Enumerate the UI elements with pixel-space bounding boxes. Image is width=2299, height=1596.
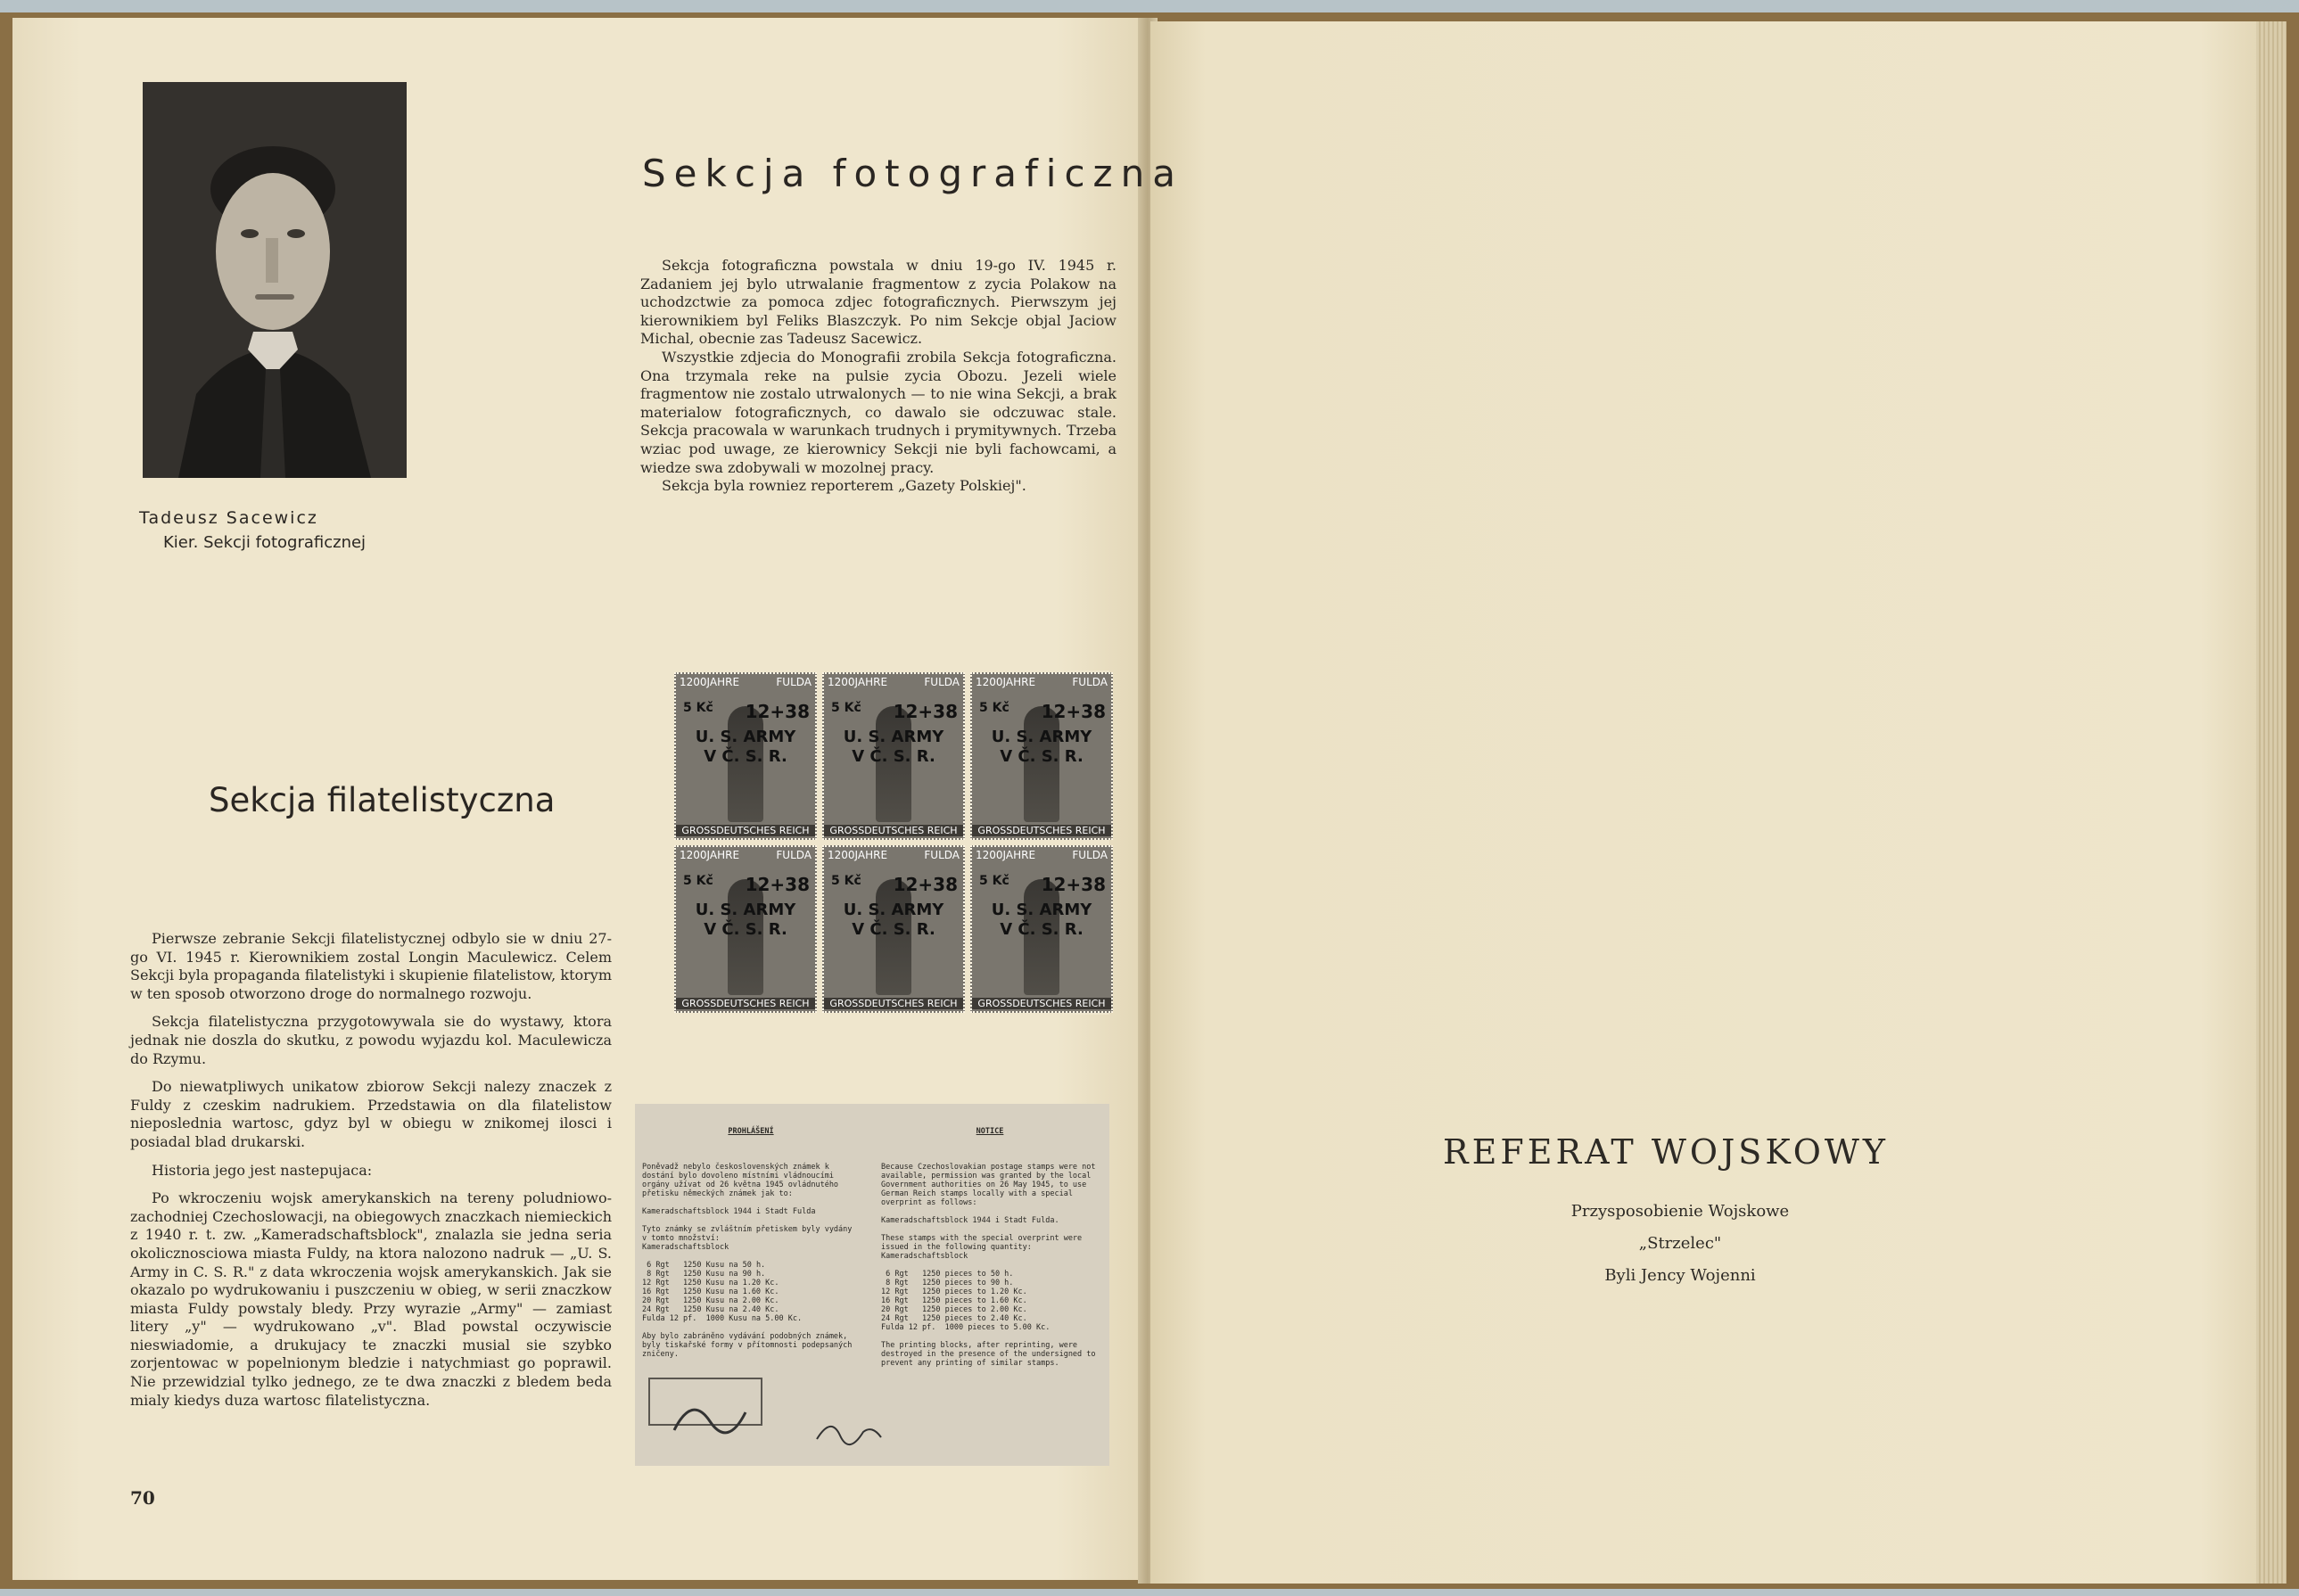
stamp-price: 5 Kč <box>979 701 1009 715</box>
stamp-denomination: 12+38 <box>745 874 810 895</box>
stamp-city-text: FULDA <box>1072 849 1108 861</box>
stamp-value <box>831 874 958 895</box>
notice-english-text: Because Czechoslovakian postage stamps were not available, permission was granted by the local Government authorities on 26 May 1945, to use German Reich stamps locally with a special overprint as follows: Kameradschaftsblock 1944 i Stadt Fulda. These stamps with the special overprint were issued in the following quantity: Kameradschaftsblock 6 Rgt 1250 pieces to 50 h. 8 Rgt 1250 pieces to 90 h. 12 Rgt 1250 pieces to 1.20 Kc. 16 Rgt 1250 pieces to 1.60 Kc. 20 Rgt 1250 pieces to 2.00 Kc. 24 Rgt 1250 pieces to 2.40 Kc. Fulda 12 pf. 1000 pieces to 5.00 Kc. The printing blocks, after reprinting, were destroyed in the presence of the undersigned to prevent any printing of similar stamps. <box>881 1163 1096 1368</box>
official-stamp-seal <box>647 1377 763 1441</box>
stamp-jubilee-text: 1200JAHRE <box>680 849 740 861</box>
stamp-jubilee-text: 1200JAHRE <box>976 676 1036 688</box>
stamp-overprint-line-2: V Č. S. R. <box>704 747 787 766</box>
stamp-denomination: 12+38 <box>1041 701 1106 722</box>
stamp-overprint <box>824 901 963 940</box>
fulda-stamp <box>674 845 817 1013</box>
stamp-overprint-line-2: V Č. S. R. <box>1000 747 1084 766</box>
stamp-header <box>972 676 1111 688</box>
foto-section-title: Sekcja fotograficzna <box>642 152 1183 195</box>
photo-caption-role: Kier. Sekcji fotograficznej <box>163 533 367 552</box>
fulda-stamp <box>970 845 1113 1013</box>
stamp-city-text: FULDA <box>924 676 960 688</box>
foto-paragraph-1: Sekcja fotograficzna powstala w dniu 19-go IV. 1945 r. Zadaniem jej bylo utrwalanie fragmentow z zycia Polakow na uchodzctwie za pomoca zdjec fotograficznych. Pierwszym jej kierownikiem byl Feliks Blaszczyk. Po nim Sekcje objal Jaciow Michal, obecnie zas Tadeusz Sacewicz. <box>640 257 1117 348</box>
portrait-illustration <box>143 82 407 478</box>
foto-paragraph-2: Wszystkie zdjecia do Monografii zrobila Sekcja fotograficzna. Ona trzymala reke na pulsie zycia Obozu. Jezeli wiele fragmentow nie zostalo utrwalonych — to nie wina Sekcji, a brak materialow fotograficznych, co dawalo sie odczuwac stale. Sekcja pracowala w warunkach trudnych i prymitywnych. Trzeba wziac pod uwage, ze kierownicy Sekcji nie byli fachowcami, a wiedze swa zdobywali w mozolnej pracy. <box>640 348 1117 476</box>
portrait-photo <box>143 82 407 478</box>
stamp-city-text: FULDA <box>1072 676 1108 688</box>
referat-item-3: Byli Jency Wojenni <box>1604 1266 1756 1285</box>
stamp-price: 5 Kč <box>831 874 861 888</box>
stamp-city-text: FULDA <box>776 676 812 688</box>
photo-caption-name: Tadeusz Sacewicz <box>139 508 318 528</box>
stamp-jubilee-text: 1200JAHRE <box>828 849 888 861</box>
fulda-stamp <box>822 845 965 1013</box>
stamp-denomination: 12+38 <box>1041 874 1106 895</box>
stamp-denomination: 12+38 <box>745 701 810 722</box>
stamp-sheet <box>671 670 1109 1015</box>
stamp-footer: GROSSDEUTSCHES REICH <box>824 998 963 1009</box>
stamp-city-text: FULDA <box>776 849 812 861</box>
stamp-header <box>972 849 1111 861</box>
referat-item-1: Przysposobienie Wojskowe <box>1570 1202 1790 1221</box>
stamp-overprint-line-1: U. S. ARMY <box>843 901 944 919</box>
referat-title: REFERAT WOJSKOWY <box>1443 1132 1889 1172</box>
fulda-stamp <box>674 672 817 840</box>
stamp-overprint-line-1: U. S. ARMY <box>843 728 944 746</box>
stamp-price: 5 Kč <box>683 874 713 888</box>
stamp-overprint-line-2: V Č. S. R. <box>852 920 935 939</box>
stamp-value <box>683 874 810 895</box>
stamp-price: 5 Kč <box>683 701 713 715</box>
stamp-header <box>824 676 963 688</box>
fil-paragraph-2: Sekcja filatelistyczna przygotowywala sie do wystawy, ktora jednak nie doszla do skutku, z powodu wyjazdu kol. Maculewicza do Rzymu. <box>130 1013 612 1067</box>
stamp-header <box>824 849 963 861</box>
foto-paragraph-3: Sekcja byla rowniez reporterem „Gazety Polskiej". <box>662 477 1026 495</box>
right-page <box>1150 21 2256 1584</box>
stamp-value <box>979 874 1106 895</box>
handwritten-signature <box>813 1412 885 1448</box>
stamp-price: 5 Kč <box>831 701 861 715</box>
notice-czech-column <box>642 1109 860 1377</box>
stamp-overprint-line-2: V Č. S. R. <box>852 747 935 766</box>
stamp-jubilee-text: 1200JAHRE <box>976 849 1036 861</box>
page-edges <box>2256 21 2287 1584</box>
stamp-footer: GROSSDEUTSCHES REICH <box>676 825 815 836</box>
fil-paragraph-1: Pierwsze zebranie Sekcji filatelistycznej odbylo sie w dniu 27-go VI. 1945 r. Kierownikiem zostal Longin Maculewicz. Celem Sekcji byla propaganda filatelistyki i skupienie filatelistow, ktorym w ten sposob otworzono droge do normalnego rozwoju. <box>130 930 612 1002</box>
notice-czech-text: Poněvadž nebylo československých známek k dostání bylo dovoleno místními vládnoucími orgány užívat od 26 května 1945 ovládnutého přetisku německých známek jak to: Kameradschaftsblock 1944 i Stadt Fulda Tyto známky se zvláštním přetiskem byly vydány v tomto množství: Kameradschaftsblock 6 Rgt 1250 Kusu na 50 h. 8 Rgt 1250 Kusu na 90 h. 12 Rgt 1250 Kusu na 1.20 Kc. 16 Rgt 1250 Kusu na 1.60 Kc. 20 Rgt 1250 Kusu na 2.00 Kc. 24 Rgt 1250 Kusu na 2.40 Kc. Fulda 12 pf. 1000 Kusu na 5.00 Kc. Aby bylo zabráněno vydávání podobných známek, byly tiskařské formy v přítomnosti podepsaných zničeny. <box>642 1163 853 1359</box>
stamp-overprint-line-1: U. S. ARMY <box>695 901 796 919</box>
fulda-stamp <box>822 672 965 840</box>
fil-paragraph-5: Po wkroczeniu wojsk amerykanskich na tereny poludniowo-zachodniej Czechoslowacji, na obiegowych znaczkach niemieckich z 1940 r. t. zw. „Kameradschaftsblock", znalazla sie jedna seria okolicznosciowa miasta Fuldy, na ktora nalozono nadruk — „U. S. Army in C. S. R." z data wkroczenia wojsk amerykanskich. Jak sie okazalo po wydrukowaniu i puszczeniu w obieg, w serii znaczkow miasta Fuldy powstaly bledy. Przy wyrazie „Army" — zamiast litery „y" — wydrukowano „v". Blad powstal oczywiscie nieswiadomie, a drukujacy te znaczki musial sie szybko zorjentowac w popelnionym bledzie i natychmiast go poprawil. Nie przewidzial tylko jednego, ze te dwa znaczki z bledem beda mialy kiedys duza wartosc filatelistyczna. <box>130 1189 612 1409</box>
stamp-overprint <box>824 728 963 767</box>
stamp-city-text: FULDA <box>924 849 960 861</box>
fil-paragraph-4: Historia jego jest nastepujaca: <box>152 1161 373 1179</box>
fil-section-title: Sekcja filatelistyczna <box>209 781 556 819</box>
stamp-footer: GROSSDEUTSCHES REICH <box>824 825 963 836</box>
notice-english-title: NOTICE <box>976 1127 1004 1136</box>
stamp-footer: GROSSDEUTSCHES REICH <box>676 998 815 1009</box>
notice-czech-title: PROHLÁŠENÍ <box>728 1127 774 1136</box>
stamp-header <box>676 676 815 688</box>
stamp-overprint <box>676 901 815 940</box>
overprint-notice-document <box>635 1104 1109 1466</box>
fil-section-text <box>130 930 612 1410</box>
stamp-header <box>676 849 815 861</box>
stamp-overprint-line-2: V Č. S. R. <box>1000 920 1084 939</box>
stamp-overprint-line-1: U. S. ARMY <box>991 728 1092 746</box>
fulda-stamp <box>970 672 1113 840</box>
stamp-overprint <box>972 901 1111 940</box>
stamp-footer: GROSSDEUTSCHES REICH <box>972 825 1111 836</box>
stamp-price: 5 Kč <box>979 874 1009 888</box>
stamp-overprint-line-2: V Č. S. R. <box>704 920 787 939</box>
page-number: 70 <box>130 1487 155 1509</box>
stamp-overprint-line-1: U. S. ARMY <box>991 901 1092 919</box>
fil-paragraph-3: Do niewatpliwych unikatow zbiorow Sekcji nalezy znaczek z Fuldy z czeskim nadrukiem. Przedstawia on dla filatelistow nieposlednia wartosc, gdyz byl w obiegu w znikomej ilosci i posiadal blad drukarski. <box>130 1078 612 1150</box>
stamp-overprint <box>676 728 815 767</box>
stamp-jubilee-text: 1200JAHRE <box>828 676 888 688</box>
foto-section-text <box>640 257 1117 496</box>
notice-english-column <box>881 1109 1099 1386</box>
stamp-value <box>831 701 958 722</box>
stamp-overprint <box>972 728 1111 767</box>
stamp-value <box>683 701 810 722</box>
stamp-overprint-line-1: U. S. ARMY <box>695 728 796 746</box>
stamp-value <box>979 701 1106 722</box>
referat-item-2: „Strzelec" <box>1638 1234 1722 1253</box>
stamp-denomination: 12+38 <box>893 701 958 722</box>
stamp-jubilee-text: 1200JAHRE <box>680 676 740 688</box>
stamp-footer: GROSSDEUTSCHES REICH <box>972 998 1111 1009</box>
stamp-denomination: 12+38 <box>893 874 958 895</box>
